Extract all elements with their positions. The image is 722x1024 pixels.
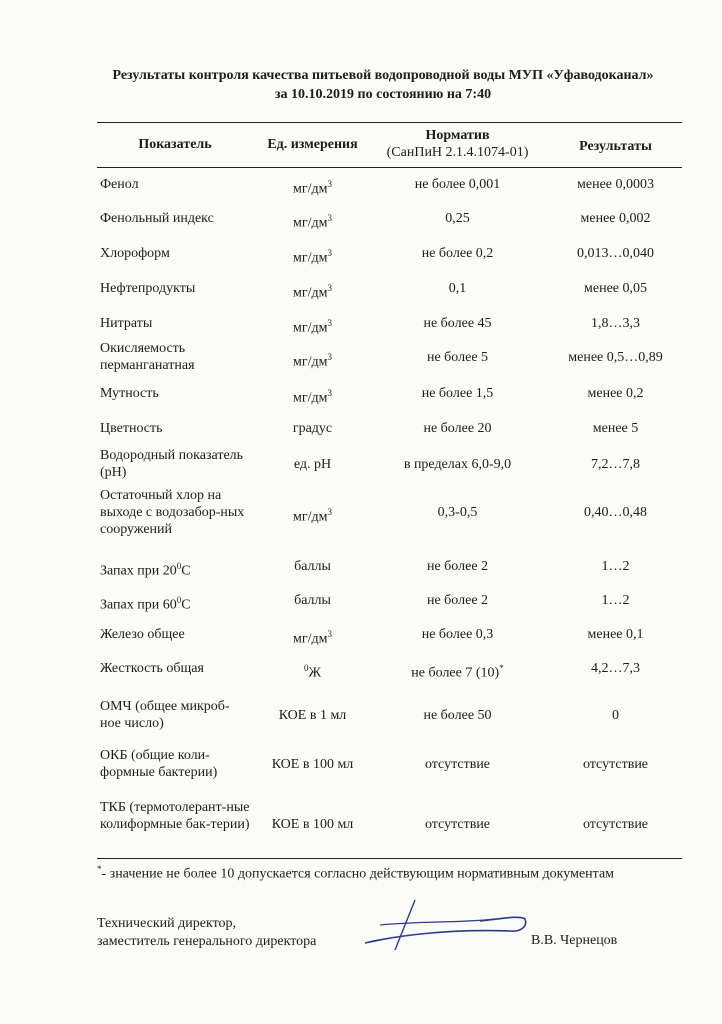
cell-norm: не более 0,3 (421, 627, 494, 642)
cell-unit: КОЕ в 1 мл (278, 707, 347, 723)
handwritten-signature (360, 895, 535, 955)
cell-indicator: Мутность (100, 386, 159, 401)
header-norm (375, 127, 540, 161)
cell-unit: $^0$Ж (303, 663, 322, 681)
cell-indicator: Водородный показатель (рН) (100, 448, 244, 480)
footnote (97, 864, 614, 883)
cell-result: менее 5 (592, 421, 639, 436)
cell-result: 0,40…0,48 (584, 505, 647, 520)
cell-norm: не более 50 (423, 707, 492, 723)
title-line-2: за 10.10.2019 по состоянию на 7:40 (274, 87, 492, 102)
cell-norm: отсутствие (424, 756, 491, 772)
signature-title-line-2: заместитель генерального директора (97, 934, 317, 949)
header-norm-subtitle: (СанПиН 2.1.4.1074-01) (386, 145, 529, 160)
cell-unit: КОЕ в 100 мл (271, 756, 354, 772)
cell-unit: $мг/дм^3$ (293, 629, 332, 647)
cell-indicator: Фенольный индекс (100, 211, 214, 226)
header-result: Результаты (579, 139, 652, 154)
cell-unit: $мг/дм^3$ (293, 213, 332, 231)
cell-result: 4,2…7,3 (591, 661, 640, 676)
cell-indicator: Фенол (100, 177, 139, 192)
cell-indicator: Железо общее (100, 627, 185, 642)
cell-result: менее 0,002 (580, 211, 651, 226)
cell-result: 1,8…3,3 (591, 316, 640, 331)
header-norm-title: Норматив (425, 128, 490, 143)
footnote-text: - значение не более 10 допускается согласно действующим нормативным документам (101, 866, 615, 882)
cell-norm: не более 1,5 (421, 386, 494, 401)
cell-indicator: ОКБ (общие коли-формные бактерии) (100, 748, 218, 780)
cell-unit: $мг/дм^3$ (293, 179, 332, 197)
cell-unit: $мг/дм^3$ (293, 351, 332, 370)
cell-norm: не более 20 (423, 421, 492, 436)
cell-indicator: Запах при $20^0С$ (100, 561, 191, 579)
cell-indicator: Нефтепродукты (100, 281, 196, 296)
cell-indicator: ТКБ (термотолерант-ные колиформные бак-терии) (100, 800, 250, 832)
header-indicator: Показатель (138, 137, 212, 152)
cell-norm: не более 45 (423, 316, 492, 331)
cell-unit: $мг/дм^3$ (293, 248, 332, 266)
cell-unit: градус (292, 421, 333, 436)
cell-unit: баллы (294, 559, 331, 574)
table-header-rule (97, 167, 682, 168)
cell-result: отсутствие (582, 756, 649, 772)
cell-result: менее 0,0003 (577, 177, 654, 192)
cell-indicator: ОМЧ (общее микроб-ное число) (100, 699, 230, 731)
cell-indicator: Нитраты (100, 316, 153, 331)
cell-result: менее 0,2 (587, 386, 644, 401)
document-title (88, 66, 678, 104)
cell-result: отсутствие (582, 817, 649, 832)
cell-norm: 0,1 (448, 281, 467, 296)
cell-unit: $мг/дм^3$ (293, 507, 332, 525)
cell-result: менее 0,1 (587, 627, 644, 642)
table-bottom-rule (97, 858, 682, 859)
table-top-rule (97, 122, 682, 123)
signer-name: В.В. Чернецов (531, 933, 618, 948)
cell-indicator: Окисляемость перманганатная (100, 341, 195, 373)
cell-norm: 0,3-0,5 (437, 505, 478, 520)
cell-indicator: Хлороформ (100, 246, 170, 261)
signature-position (97, 915, 316, 951)
cell-indicator: Цветность (100, 421, 163, 436)
cell-result: менее 0,05 (584, 281, 647, 296)
cell-result: 7,2…7,8 (591, 456, 640, 472)
cell-indicator: Остаточный хлор на выходе с водозабор-ных сооружений (100, 488, 245, 537)
cell-norm: не более 7 (10)* (411, 663, 504, 681)
cell-result: 1…2 (601, 559, 630, 574)
footnote-mark: * (97, 864, 102, 874)
cell-unit: баллы (294, 593, 331, 608)
cell-result: 0 (612, 707, 619, 723)
cell-norm: не более 0,2 (421, 246, 494, 261)
signature-title-line-1: Технический директор, (97, 916, 237, 931)
title-line-1: Результаты контроля качества питьевой водопроводной воды МУП «Уфаводоканал» (112, 68, 654, 83)
cell-result: 0,013…0,040 (577, 246, 654, 261)
cell-norm: не более 2 (426, 593, 489, 608)
cell-indicator: Жесткость общая (100, 661, 204, 676)
cell-unit: ед. рН (293, 456, 332, 472)
cell-norm: не более 0,001 (414, 177, 501, 192)
cell-indicator: Запах при $60^0С$ (100, 595, 191, 613)
cell-unit: $мг/дм^3$ (293, 283, 332, 301)
cell-norm: в пределах 6,0-9,0 (403, 456, 512, 472)
cell-unit: $мг/дм^3$ (293, 388, 332, 406)
cell-norm: не более 5 (426, 349, 489, 365)
header-unit: Ед. измерения (267, 137, 358, 152)
cell-norm: 0,25 (445, 211, 470, 226)
cell-unit: $мг/дм^3$ (293, 318, 332, 336)
cell-norm: отсутствие (424, 817, 491, 832)
cell-result: менее 0,5…0,89 (568, 349, 663, 365)
cell-unit: КОЕ в 100 мл (271, 817, 354, 832)
cell-norm: не более 2 (426, 559, 489, 574)
cell-result: 1…2 (601, 593, 630, 608)
